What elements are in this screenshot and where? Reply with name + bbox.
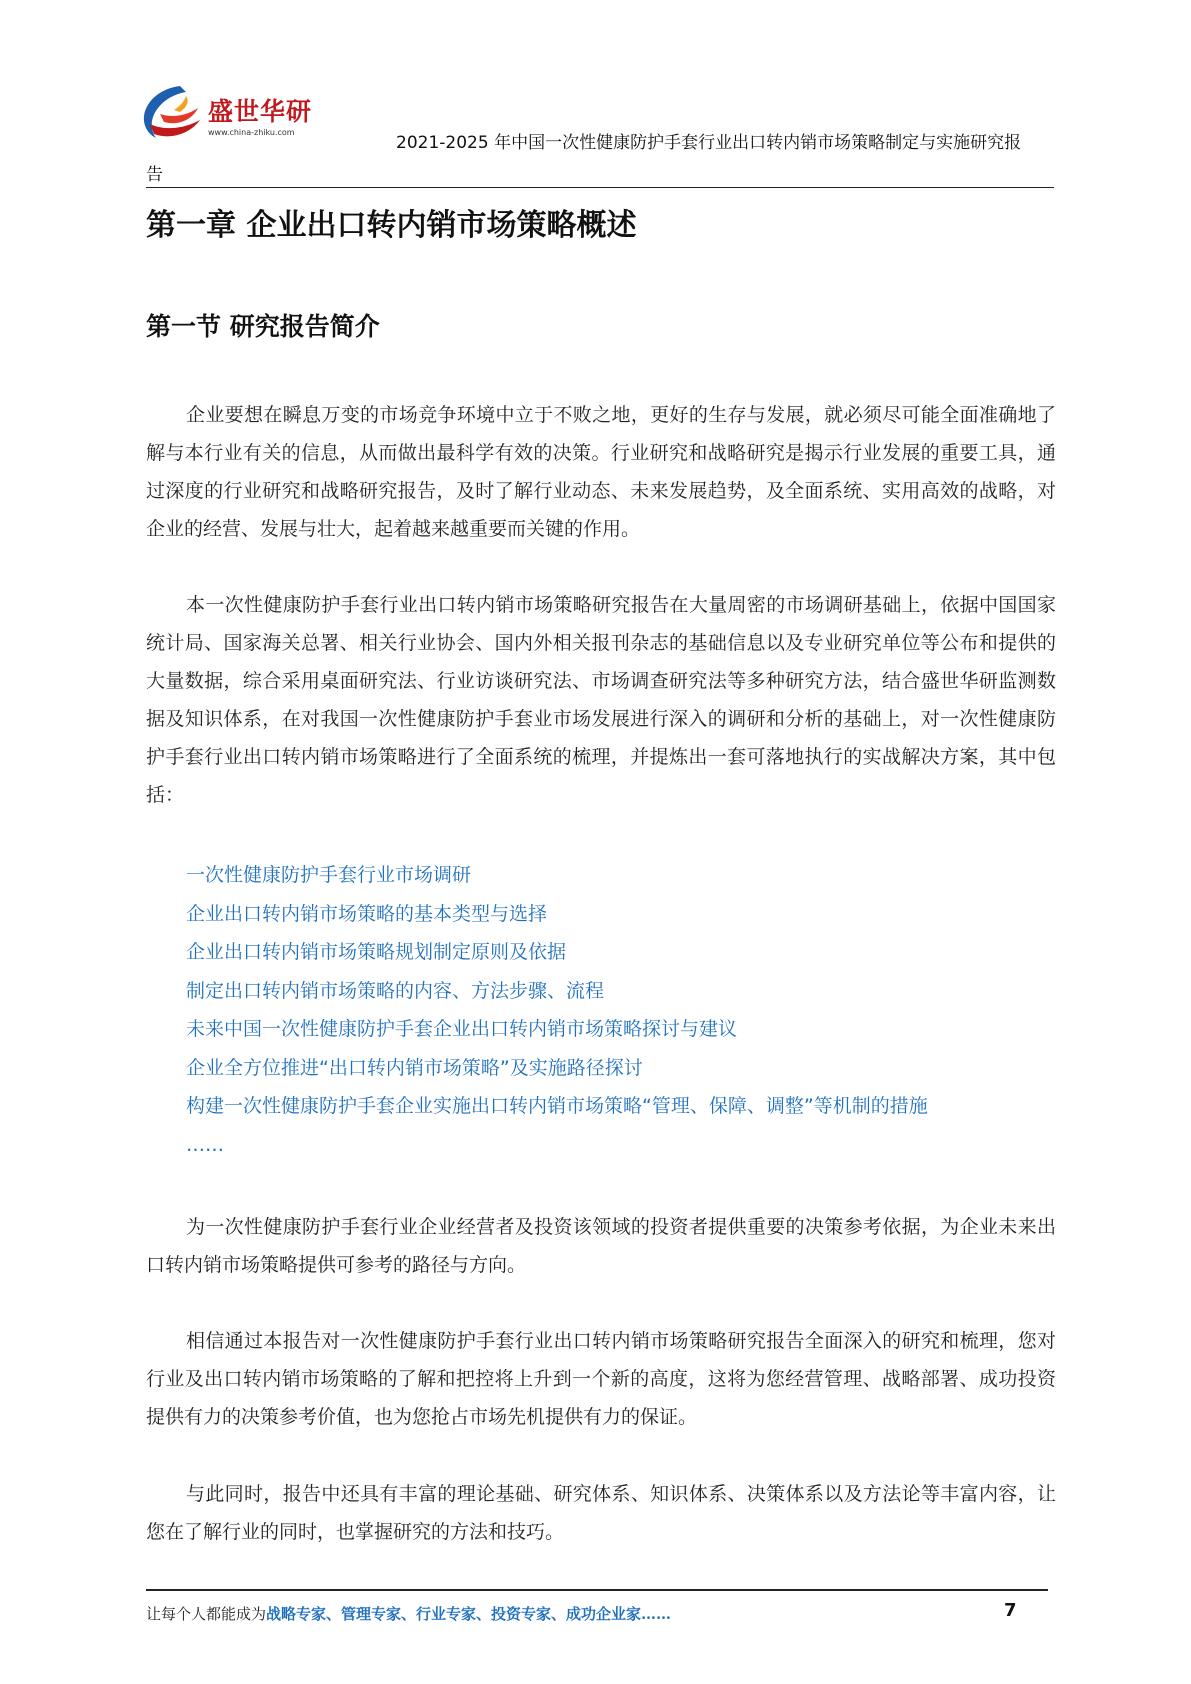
page-number: 7 [1004,1600,1017,1621]
company-logo [140,84,313,148]
header-divider [146,187,1054,188]
paragraph-value: 相信通过本报告对一次性健康防护手套行业出口转内销市场策略研究报告全面深入的研究和梳理，您对行业及出口转内销市场策略的了解和把控将上升到一个新的高度，这将为您经营管理、战略部署、成功投资提供有力的决策参考价值，也为您抢占市场先机提供有力的保证。 [146,1330,1056,1428]
list-item[interactable]: 企业出口转内销市场策略规划制定原则及依据 [186,941,567,963]
paragraph-purpose: 为一次性健康防护手套行业企业经营者及投资该领域的投资者提供重要的决策参考依据，为企业未来出口转内销市场策略提供可参考的路径与方向。 [146,1216,1056,1276]
list-item[interactable]: 一次性健康防护手套行业市场调研 [186,864,472,886]
list-item[interactable]: 企业全方位推进“出口转内销市场策略”及实施路径探讨 [186,1056,643,1079]
list-item[interactable]: 制定出口转内销市场策略的内容、方法步骤、流程 [186,979,605,1002]
list-item[interactable]: 企业出口转内销市场策略的基本类型与选择 [186,902,548,925]
logo-name: 盛世华研 [208,97,313,126]
list-item-ellipsis: …… [186,1133,224,1156]
section-title: 第一节 研究报告简介 [146,312,380,341]
footer-slogan-prefix: 让每个人都能成为 [146,1605,267,1623]
report-title-wrap: 告 [146,165,163,185]
logo-emblem-icon [140,84,208,146]
contents-list [186,856,928,1164]
chapter-title: 第一章 企业出口转内销市场策略概述 [146,208,637,243]
report-title: 2021-2025 年中国一次性健康防护手套行业出口转内销市场策略制定与实施研究报 [396,133,1022,153]
list-item[interactable]: 未来中国一次性健康防护手套企业出口转内销市场策略探讨与建议 [186,1018,738,1040]
footer-slogan [146,1603,671,1624]
list-item[interactable]: 构建一次性健康防护手套企业实施出口转内销市场策略“管理、保障、调整”等机制的措施 [186,1095,928,1117]
footer-divider [146,1589,1048,1591]
paragraph-methodology: 本一次性健康防护手套行业出口转内销市场策略研究报告在大量周密的市场调研基础上，依据中国国家统计局、国家海关总署、相关行业协会、国内外相关报刊杂志的基础信息以及专业研究单位等公布和提供的大量数据，综合采用桌面研究法、行业访谈研究法、市场调查研究法等多种研究方法，结合盛世华研监测数据及知识体系，在对我国一次性健康防护手套业市场发展进行深入的调研和分析的基础上，对一次性健康防护手套行业出口转内销市场策略进行了全面系统的梳理，并提炼出一套可落地执行的实战解决方案，其中包括： [146,594,1056,806]
footer-slogan-highlight: 战略专家、管理专家、行业专家、投资专家、成功企业家…… [266,1605,672,1623]
logo-url: www.china-zhiku.com [208,128,295,137]
paragraph-intro: 企业要想在瞬息万变的市场竞争环境中立于不败之地，更好的生存与发展，就必须尽可能全面准确地了解与本行业有关的信息，从而做出最科学有效的决策。行业研究和战略研究是揭示行业发展的重要工具，通过深度的行业研究和战略研究报告，及时了解行业动态、未来发展趋势，及全面系统、实用高效的战略，对企业的经营、发展与壮大，起着越来越重要而关键的作用。 [146,404,1056,540]
paragraph-methods: 与此同时，报告中还具有丰富的理论基础、研究体系、知识体系、决策体系以及方法论等丰富内容，让您在了解行业的同时，也掌握研究的方法和技巧。 [146,1483,1056,1543]
